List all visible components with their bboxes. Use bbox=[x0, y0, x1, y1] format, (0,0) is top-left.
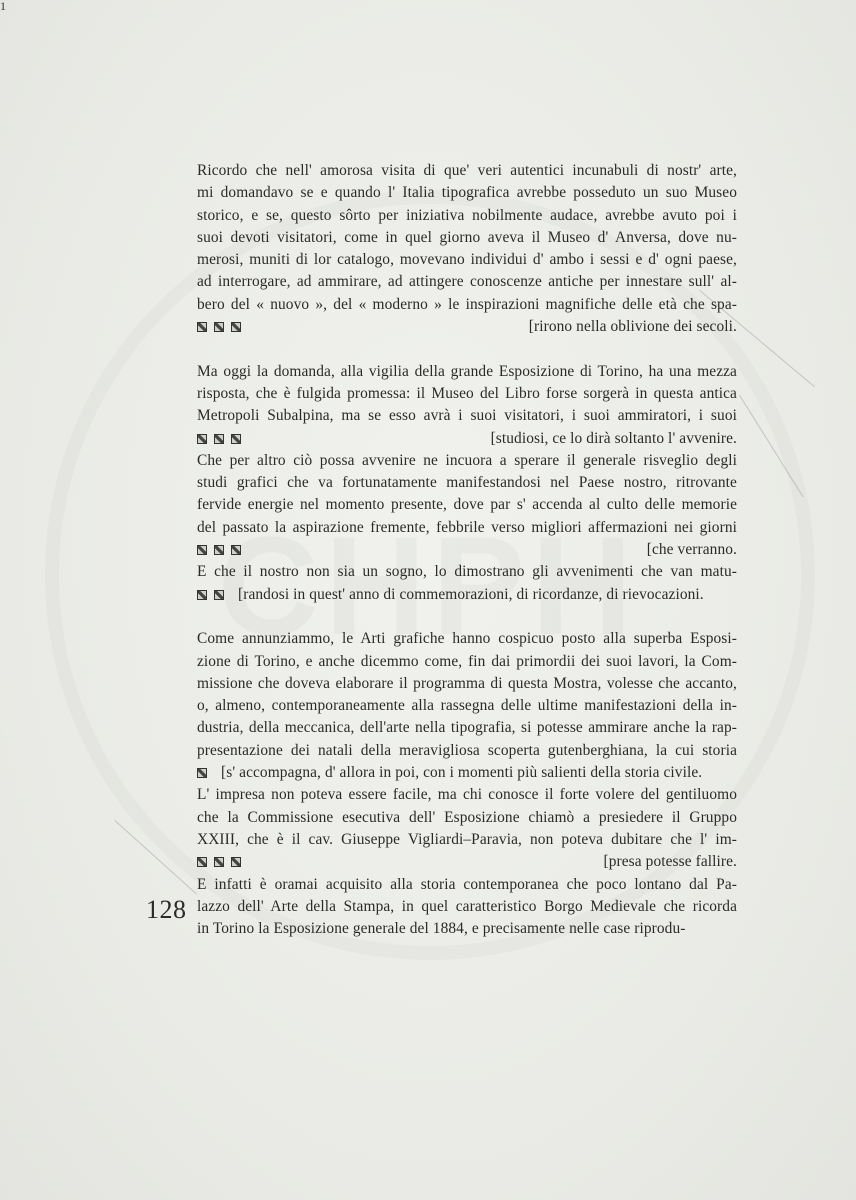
text-line: fervide energie nel momento presente, dove par s' accenda al culto delle memorie bbox=[197, 496, 737, 514]
paragraph bbox=[197, 784, 737, 873]
page-number: 128 bbox=[146, 895, 187, 924]
text-line: lazzo dell' Arte della Stampa, in quel caratteristico Borgo Medievale che ricorda bbox=[197, 897, 737, 915]
paragraph-gap bbox=[197, 338, 737, 360]
tail-text: [presa potesse fallire. bbox=[603, 853, 737, 871]
text-line: Come annunziammo, le Arti grafiche hanno cospicuo posto alla superba Esposi- bbox=[197, 630, 737, 648]
text-line: o, almeno, contemporaneamente alla rassegna delle ultime manifestazioni della in- bbox=[197, 697, 737, 715]
corner-mark: 1 bbox=[0, 0, 6, 13]
text-line: studi grafici che va fortunatamente manifestandosi nel Paese nostro, ritrovante bbox=[197, 474, 737, 492]
paragraph-tail-line bbox=[197, 539, 737, 561]
paragraph-gap bbox=[197, 606, 737, 628]
text-line: mi domandavo se e quando l' Italia tipografica avrebbe posseduto un suo Museo bbox=[197, 184, 737, 202]
text-line: zione di Torino, e anche dicemmo come, fin dai primordii dei suoi lavori, la Com- bbox=[197, 652, 737, 670]
paragraph bbox=[197, 561, 737, 606]
paragraph-tail-line bbox=[197, 851, 737, 873]
ornament-icon bbox=[197, 322, 207, 332]
tail-text: [s' accompagna, d' allora in poi, con i momenti più salienti della storia civile. bbox=[221, 764, 703, 782]
paragraph bbox=[197, 874, 737, 941]
text-line: ad interrogare, ad ammirare, ad attingere conoscenze antiche per innestare sull' al- bbox=[197, 273, 737, 291]
text-line: storico, e se, questo sôrto per iniziativa nobilmente audace, avrebbe avuto poi i bbox=[197, 206, 737, 224]
tail-text: [randosi in quest' anno di commemorazioni, di ricordanze, di rievocazioni. bbox=[238, 585, 704, 603]
paragraph bbox=[197, 628, 737, 784]
ornament-icon bbox=[231, 322, 241, 332]
text-line: che la Commissione esecutiva dell' Esposizione chiamò a presiedere il Gruppo bbox=[197, 808, 737, 826]
text-line: L' impresa non poteva essere facile, ma chi conosce il forte volere del gentiluomo bbox=[197, 786, 737, 804]
tail-text: [studiosi, ce lo dirà soltanto l' avvenire. bbox=[490, 429, 737, 447]
paragraph bbox=[197, 450, 737, 561]
ornament-icon bbox=[214, 857, 224, 867]
paragraph bbox=[197, 361, 737, 450]
paragraph bbox=[197, 160, 737, 338]
ornament-icon bbox=[197, 545, 207, 555]
ornament-group bbox=[197, 590, 224, 600]
article-body bbox=[197, 160, 737, 940]
ornament-icon bbox=[214, 434, 224, 444]
paragraph-tail-line bbox=[197, 428, 737, 450]
ornament-icon bbox=[197, 434, 207, 444]
text-line: Ma oggi la domanda, alla vigilia della grande Esposizione di Torino, ha una mezza bbox=[197, 362, 737, 380]
ornament-icon bbox=[231, 545, 241, 555]
tail-text: [che verranno. bbox=[646, 541, 737, 559]
ornament-icon bbox=[214, 590, 224, 600]
paragraph-tail-line bbox=[197, 762, 737, 784]
text-line: Che per altro ciò possa avvenire ne incuora a sperare il generale risveglio degli bbox=[197, 451, 737, 469]
ornament-icon bbox=[231, 434, 241, 444]
paragraph-tail-line bbox=[197, 584, 737, 606]
ornament-icon bbox=[231, 857, 241, 867]
ornament-icon bbox=[214, 545, 224, 555]
text-line: del passato la aspirazione fremente, febbrile verso migliori affermazioni nei giorni bbox=[197, 518, 737, 536]
paragraph-tail-line bbox=[197, 316, 737, 338]
ornament-group bbox=[197, 434, 241, 444]
text-line: in Torino la Esposizione generale del 1884, e precisamente nelle case riprodu- bbox=[197, 920, 686, 938]
ornament-icon bbox=[214, 322, 224, 332]
text-line: missione che doveva elaborare il programma di questa Mostra, volesse che accanto, bbox=[197, 674, 737, 692]
ornament-group bbox=[197, 545, 241, 555]
text-line: presentazione dei natali della meravigliosa scoperta gutenberghiana, la cui storia bbox=[197, 741, 737, 759]
ornament-icon bbox=[197, 768, 207, 778]
text-line: dustria, della meccanica, dell'arte nella tipografia, si potesse ammirare anche la rap- bbox=[197, 719, 737, 737]
text-line: suoi devoti visitatori, come in quel giorno aveva il Museo d' Anversa, dove nu- bbox=[197, 228, 737, 246]
text-line: Metropoli Subalpina, ma se esso avrà i suoi visitatori, i suoi ammiratori, i suoi bbox=[197, 407, 737, 425]
ornament-icon bbox=[197, 857, 207, 867]
ornament-group bbox=[197, 857, 241, 867]
text-line: Ricordo che nell' amorosa visita di que' veri autentici incunabuli di nostr' arte, bbox=[197, 162, 737, 179]
ornament-group bbox=[197, 322, 241, 332]
ornament-icon bbox=[197, 590, 207, 600]
text-line: merosi, muniti di lor catalogo, movevano individui d' ambo i sessi e d' ogni paese, bbox=[197, 251, 737, 269]
ornament-group bbox=[197, 768, 207, 778]
text-line: bero del « nuovo », del « moderno » le inspirazioni magnifiche delle età che spa- bbox=[197, 295, 737, 313]
text-line: risposta, che è fulgida promessa: il Museo del Libro forse sorgerà in questa antica bbox=[197, 384, 737, 402]
text-line: E che il nostro non sia un sogno, lo dimostrano gli avvenimenti che van matu- bbox=[197, 563, 737, 581]
text-line: E infatti è oramai acquisito alla storia contemporanea che poco lontano dal Pa- bbox=[197, 875, 737, 893]
tail-text: [rirono nella oblivione dei secoli. bbox=[528, 318, 737, 336]
text-line: XXIII, che è il cav. Giuseppe Vigliardi–Paravia, non poteva dubitare che l' im- bbox=[197, 830, 737, 848]
